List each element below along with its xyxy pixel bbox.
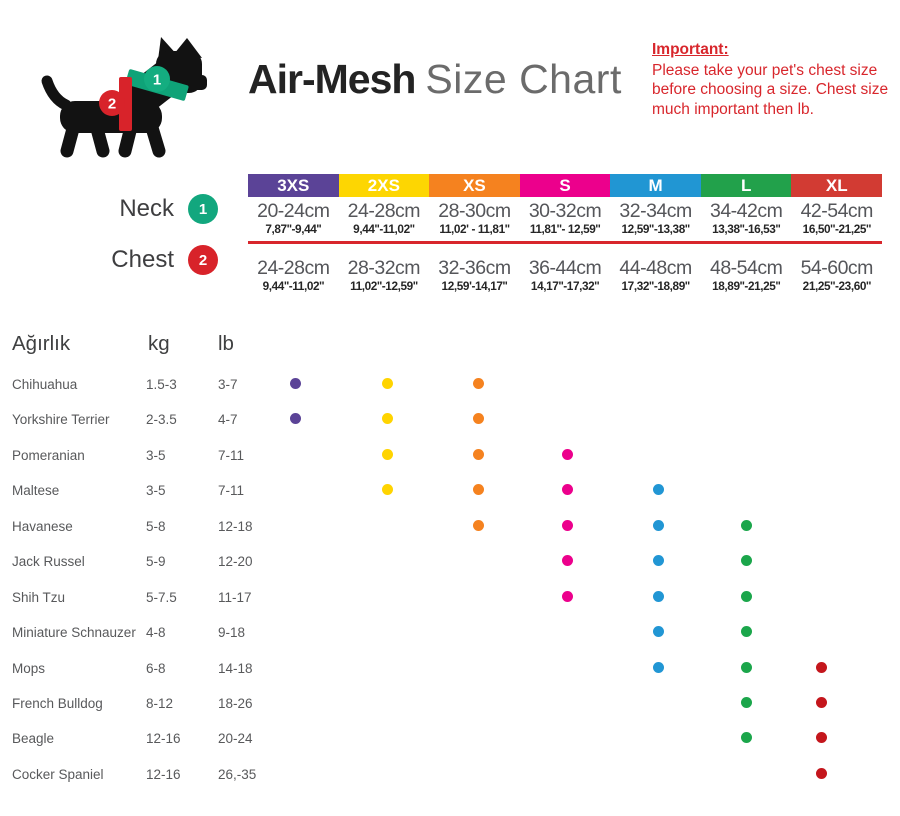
dot-s (562, 449, 573, 460)
page-title-suffix: Size Chart (425, 56, 622, 102)
dot-xl (816, 520, 827, 531)
chest-values-row (248, 258, 882, 294)
breed-kg: 5-8 (146, 518, 166, 534)
dot-2xs (382, 591, 393, 602)
breed-lb: 11-17 (218, 589, 252, 605)
size-header-s (520, 174, 611, 197)
table-row (0, 722, 900, 757)
breed-kg: 12-16 (146, 731, 181, 747)
size-header-m (610, 174, 701, 197)
dot-s (562, 591, 573, 602)
breed-name: Pomeranian (12, 447, 85, 463)
dog-muzzle (190, 75, 207, 90)
dot-xs (473, 413, 484, 424)
neck-cell (520, 201, 611, 237)
dot-3xs (290, 662, 301, 673)
dot-3xs (290, 449, 301, 460)
chest-number-badge: 2 (188, 245, 218, 275)
size-label: L (740, 175, 752, 195)
neck-cell (339, 201, 430, 237)
dot-2xs (382, 378, 393, 389)
breed-kg: 8-12 (146, 695, 174, 711)
table-row (0, 758, 900, 793)
dot-l (741, 555, 752, 566)
dot-2xs (382, 484, 393, 495)
dot-m (653, 484, 664, 495)
dot-xs (473, 520, 484, 531)
dot-l (741, 520, 752, 531)
table-row (0, 510, 900, 545)
dot-m (653, 520, 664, 531)
neck-cm: 24-28cm (347, 200, 421, 222)
chest-cm: 36-44cm (528, 257, 602, 279)
breed-name: Chihuahua (12, 377, 78, 392)
dot-2xs (382, 413, 393, 424)
size-header-row (248, 174, 882, 197)
breed-lb: 26,-35 (218, 766, 257, 782)
dot-3xs (290, 378, 301, 389)
breed-lb: 18-26 (218, 695, 253, 711)
red-divider (248, 241, 882, 244)
dot-l (741, 484, 752, 495)
size-header-xl (791, 174, 882, 197)
size-label: XL (825, 175, 848, 195)
breed-kg: 12-16 (146, 766, 181, 782)
breed-name: Havanese (12, 518, 73, 534)
chest-badge-number: 2 (107, 95, 117, 113)
breed-kg: 3-5 (146, 447, 166, 463)
table-row (0, 439, 900, 474)
chest-cell (791, 258, 882, 294)
neck-label-row (0, 194, 218, 224)
table-row (0, 616, 900, 651)
breed-name: Beagle (12, 731, 55, 747)
dot-m (653, 378, 664, 389)
dot-l (741, 697, 752, 708)
dot-2xs (382, 449, 393, 460)
dot-s (562, 662, 573, 673)
breed-kg: 5-9 (146, 554, 166, 570)
dot-m (653, 662, 664, 673)
dot-s (562, 555, 573, 566)
dot-l (741, 413, 752, 424)
dot-xs (473, 697, 484, 708)
chest-cm: 28-32cm (347, 257, 421, 279)
neck-values-row (248, 201, 882, 237)
chest-inches: 17,32''-18,89'' (621, 279, 690, 293)
dot-xl (816, 484, 827, 495)
dot-2xs (382, 555, 393, 566)
breed-kg: 4-8 (146, 625, 166, 641)
dot-xs (473, 555, 484, 566)
dot-xl (816, 449, 827, 460)
dog-tail (47, 81, 66, 105)
breed-name: Shih Tzu (12, 589, 66, 605)
chest-cm: 24-28cm (257, 257, 330, 279)
neck-label: Neck (119, 195, 174, 222)
neck-number-badge: 1 (188, 194, 218, 224)
size-label: 3XS (277, 175, 310, 195)
dot-xs (473, 378, 484, 389)
important-line: before choosing a size. Chest size (652, 81, 889, 98)
size-label: XS (463, 175, 486, 195)
size-header-xs (429, 174, 520, 197)
dot-2xs (382, 626, 393, 637)
page-title (248, 56, 622, 102)
dot-xl (816, 768, 827, 779)
dot-s (562, 520, 573, 531)
dot-2xs (382, 768, 393, 779)
col-header-breed: Ağırlık (12, 332, 71, 355)
dot-m (653, 413, 664, 424)
neck-cell (610, 201, 701, 237)
breed-kg: 2-3.5 (146, 412, 177, 428)
dot-l (741, 626, 752, 637)
chest-label: Chest (111, 246, 174, 273)
neck-cm: 28-30cm (438, 200, 511, 222)
chest-inches: 18,89''-21,25'' (712, 279, 781, 293)
chest-cell (520, 258, 611, 294)
dot-xl (816, 697, 827, 708)
dot-xs (473, 732, 484, 743)
dot-l (741, 591, 752, 602)
table-row (0, 687, 900, 722)
dot-xl (816, 591, 827, 602)
dot-xs (473, 768, 484, 779)
breed-lb: 20-24 (218, 731, 253, 747)
chest-label-row (0, 245, 218, 275)
dot-2xs (382, 732, 393, 743)
breed-lb: 12-20 (218, 554, 253, 570)
table-row (0, 368, 900, 403)
size-header-l (701, 174, 792, 197)
dot-m (653, 555, 664, 566)
dot-3xs (290, 484, 301, 495)
dot-xl (816, 732, 827, 743)
table-row (0, 652, 900, 687)
chest-cell (248, 258, 339, 294)
breed-name: French Bulldog (12, 695, 103, 711)
breed-lb: 4-7 (218, 412, 238, 428)
dot-s (562, 697, 573, 708)
dot-m (653, 626, 664, 637)
neck-inches: 12,59''-13,38'' (621, 222, 690, 236)
dot-xl (816, 662, 827, 673)
size-header-3xs (248, 174, 339, 197)
breed-kg: 3-5 (146, 483, 166, 499)
breed-table (0, 368, 900, 793)
size-label: 2XS (367, 175, 400, 195)
dot-xs (473, 662, 484, 673)
breed-lb: 7-11 (218, 483, 245, 499)
dot-xs (473, 449, 484, 460)
breed-name: Yorkshire Terrier (12, 412, 110, 428)
dot-l (741, 768, 752, 779)
chest-cm: 54-60cm (800, 257, 873, 279)
dot-m (653, 732, 664, 743)
dot-3xs (290, 768, 301, 779)
page-title-product: Air-Mesh (248, 56, 416, 102)
chest-inches: 11,02''-12,59'' (350, 279, 418, 293)
dot-s (562, 768, 573, 779)
neck-cm: 32-34cm (619, 200, 692, 222)
dot-s (562, 732, 573, 743)
dot-s (562, 484, 573, 495)
neck-inches: 11,81''- 12,59'' (529, 222, 601, 236)
neck-cm: 30-32cm (528, 200, 602, 222)
dot-2xs (382, 520, 393, 531)
neck-inches: 9,44''-11,02'' (353, 222, 415, 236)
dot-s (562, 413, 573, 424)
dot-3xs (290, 520, 301, 531)
dot-l (741, 662, 752, 673)
neck-inches: 13,38''-16,53'' (712, 222, 781, 236)
breed-name: Mops (12, 660, 46, 676)
dot-xl (816, 378, 827, 389)
table-row (0, 581, 900, 616)
breed-kg: 6-8 (146, 660, 166, 676)
breed-kg: 1.5-3 (146, 377, 177, 392)
important-line: Please take your pet's chest size (652, 61, 878, 79)
dot-xl (816, 626, 827, 637)
dot-xl (816, 413, 827, 424)
table-row (0, 403, 900, 438)
breed-name: Maltese (12, 483, 60, 499)
dot-3xs (290, 591, 301, 602)
important-note (652, 40, 897, 119)
dot-2xs (382, 697, 393, 708)
dot-xs (473, 626, 484, 637)
chest-cell (610, 258, 701, 294)
chest-cell (429, 258, 520, 294)
chest-inches: 9,44''-11,02'' (262, 279, 324, 293)
breed-lb: 12-18 (218, 518, 253, 534)
neck-cell (791, 201, 882, 237)
dot-s (562, 378, 573, 389)
dot-3xs (290, 555, 301, 566)
size-label: M (648, 175, 663, 195)
col-header-kg: kg (148, 332, 170, 355)
dot-m (653, 591, 664, 602)
chest-inches: 21,25''-23,60'' (802, 279, 871, 293)
dot-l (741, 732, 752, 743)
chest-inches: 12,59'-14,17'' (441, 279, 508, 293)
breed-name: Cocker Spaniel (12, 766, 104, 782)
size-header-2xs (339, 174, 430, 197)
dot-xs (473, 591, 484, 602)
breed-name: Jack Russel (12, 554, 85, 570)
breed-lb: 7-11 (218, 447, 245, 463)
chest-cell (339, 258, 430, 294)
breed-lb: 14-18 (218, 660, 253, 676)
neck-cell (248, 201, 339, 237)
size-table (248, 174, 882, 294)
neck-inches: 11,02' - 11,81'' (439, 222, 510, 236)
breed-lb: 3-7 (218, 377, 238, 392)
chest-cm: 48-54cm (709, 257, 783, 279)
chest-cell (701, 258, 792, 294)
dot-l (741, 449, 752, 460)
important-label: Important: (652, 41, 729, 58)
dog-harness-icon (40, 26, 218, 166)
important-line: much important then lb. (652, 100, 814, 118)
neck-cm: 20-24cm (257, 200, 330, 222)
chest-cm: 44-48cm (619, 257, 692, 279)
chest-cm: 32-36cm (438, 257, 511, 279)
dot-m (653, 768, 664, 779)
neck-badge-number: 1 (152, 71, 162, 89)
dot-m (653, 449, 664, 460)
neck-cell (429, 201, 520, 237)
dot-l (741, 378, 752, 389)
dot-3xs (290, 626, 301, 637)
neck-cell (701, 201, 792, 237)
neck-cm: 42-54cm (800, 200, 873, 222)
neck-inches: 16,50''-21,25'' (802, 222, 871, 236)
breed-kg: 5-7.5 (146, 589, 177, 605)
dot-3xs (290, 697, 301, 708)
breed-lb: 9-18 (218, 625, 246, 641)
chest-inches: 14,17''-17,32'' (530, 279, 600, 293)
breed-table-header (0, 332, 900, 358)
dot-m (653, 697, 664, 708)
dot-3xs (290, 413, 301, 424)
neck-inches: 7,87''-9,44'' (265, 222, 322, 236)
table-row (0, 474, 900, 509)
dot-s (562, 626, 573, 637)
size-label: S (559, 175, 571, 195)
neck-cm: 34-42cm (709, 200, 783, 222)
table-row (0, 545, 900, 580)
breed-name: Miniature Schnauzer (12, 625, 136, 641)
dot-xl (816, 555, 827, 566)
dot-xs (473, 484, 484, 495)
dot-2xs (382, 662, 393, 673)
dot-3xs (290, 732, 301, 743)
col-header-lb: lb (218, 332, 234, 355)
